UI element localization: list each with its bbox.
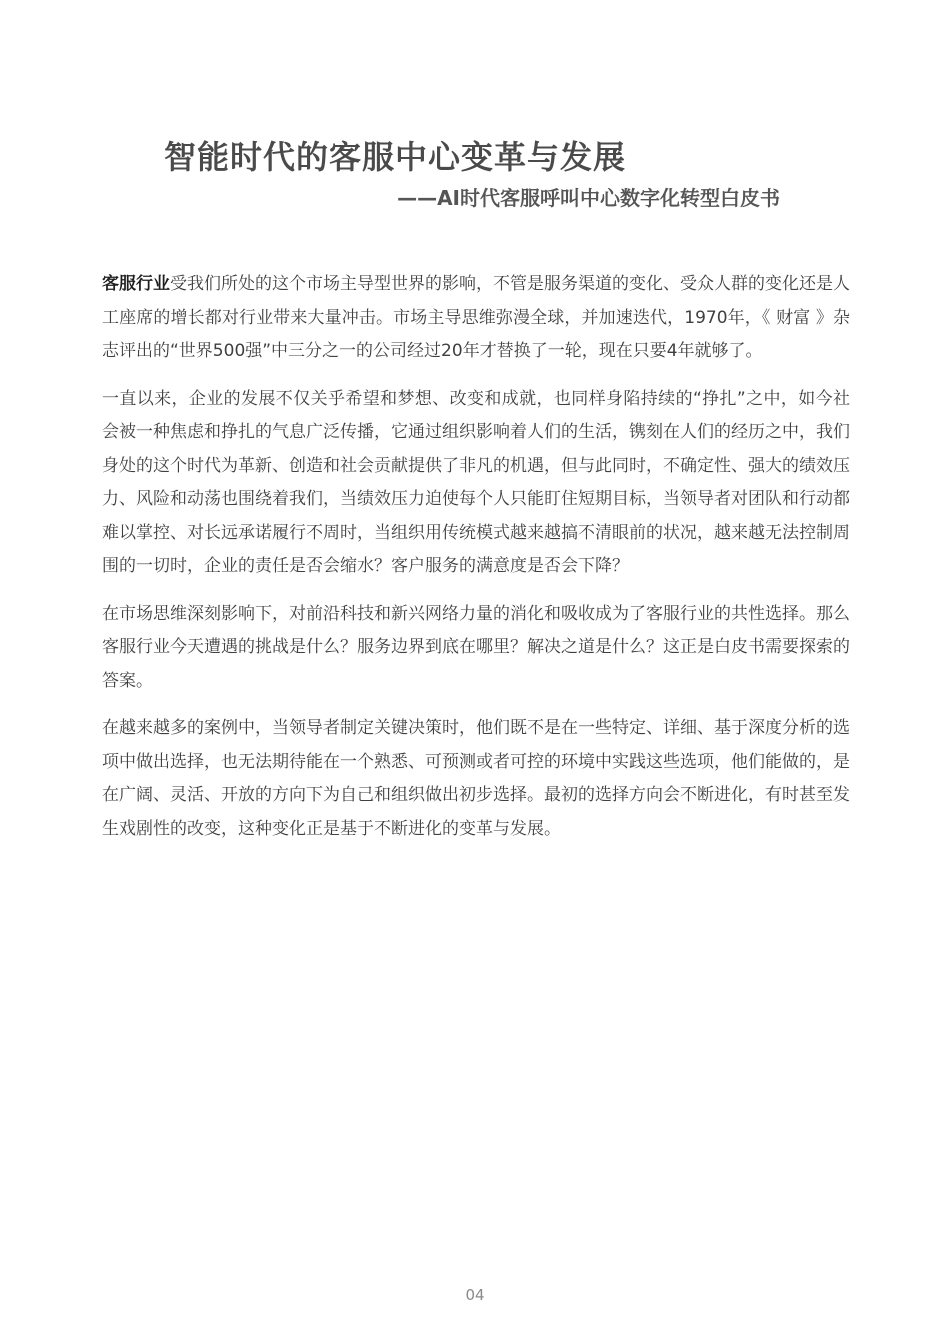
paragraph-text: 受我们所处的这个市场主导型世界的影响，不管是服务渠道的变化、受众人群的变化还是人工座席的增长都对行业带来大量冲击。市场主导思维弥漫全球，并加速迭代，1970年，《 财富 》杂志评出的“世界500强”中三分之一的公司经过20年才替换了一轮，现在只要4年就够了。 bbox=[102, 274, 850, 361]
paragraph-3: 在市场思维深刻影响下，对前沿科技和新兴网络力量的消化和吸收成为了客服行业的共性选择。那么客服行业今天遭遇的挑战是什么？服务边界到底在哪里？解决之道是什么？这正是白皮书需要探索的答案。 bbox=[102, 603, 850, 691]
document-body bbox=[102, 268, 850, 860]
paragraph-2: 一直以来，企业的发展不仅关乎希望和梦想、改变和成就，也同样身陷持续的“挣扎”之中，如今社会被一种焦虑和挣扎的气息广泛传播，它通过组织影响着人们的生活，镌刻在人们的经历之中，我们身处的这个时代为革新、创造和社会贡献提供了非凡的机遇，但与此同时，不确定性、强大的绩效压力、风险和动荡也围绕着我们，当绩效压力迫使每个人只能盯住短期目标，当领导者对团队和行动都难以掌控、对长远承诺履行不周时，当组织用传统模式越来越搞不清眼前的状况，越来越无法控制周围的一切时，企业的责任是否会缩水？客户服务的满意度是否会下降？ bbox=[102, 388, 850, 576]
paragraph-lead-term: 客服行业 bbox=[102, 274, 170, 294]
document-subtitle: ——AI时代客服呼叫中心数字化转型白皮书 bbox=[397, 186, 780, 210]
paragraph-1 bbox=[102, 268, 850, 369]
document-title: 智能时代的客服中心变革与发展 bbox=[164, 138, 627, 176]
page-number: 04 bbox=[465, 1286, 485, 1304]
paragraph-4: 在越来越多的案例中，当领导者制定关键决策时，他们既不是在一些特定、详细、基于深度分析的选项中做出选择，也无法期待能在一个熟悉、可预测或者可控的环境中实践这些选项，他们能做的，是在广阔、灵活、开放的方向下为自己和组织做出初步选择。最初的选择方向会不断进化，有时甚至发生戏剧性的改变，这种变化正是基于不断进化的变革与发展。 bbox=[102, 718, 850, 839]
